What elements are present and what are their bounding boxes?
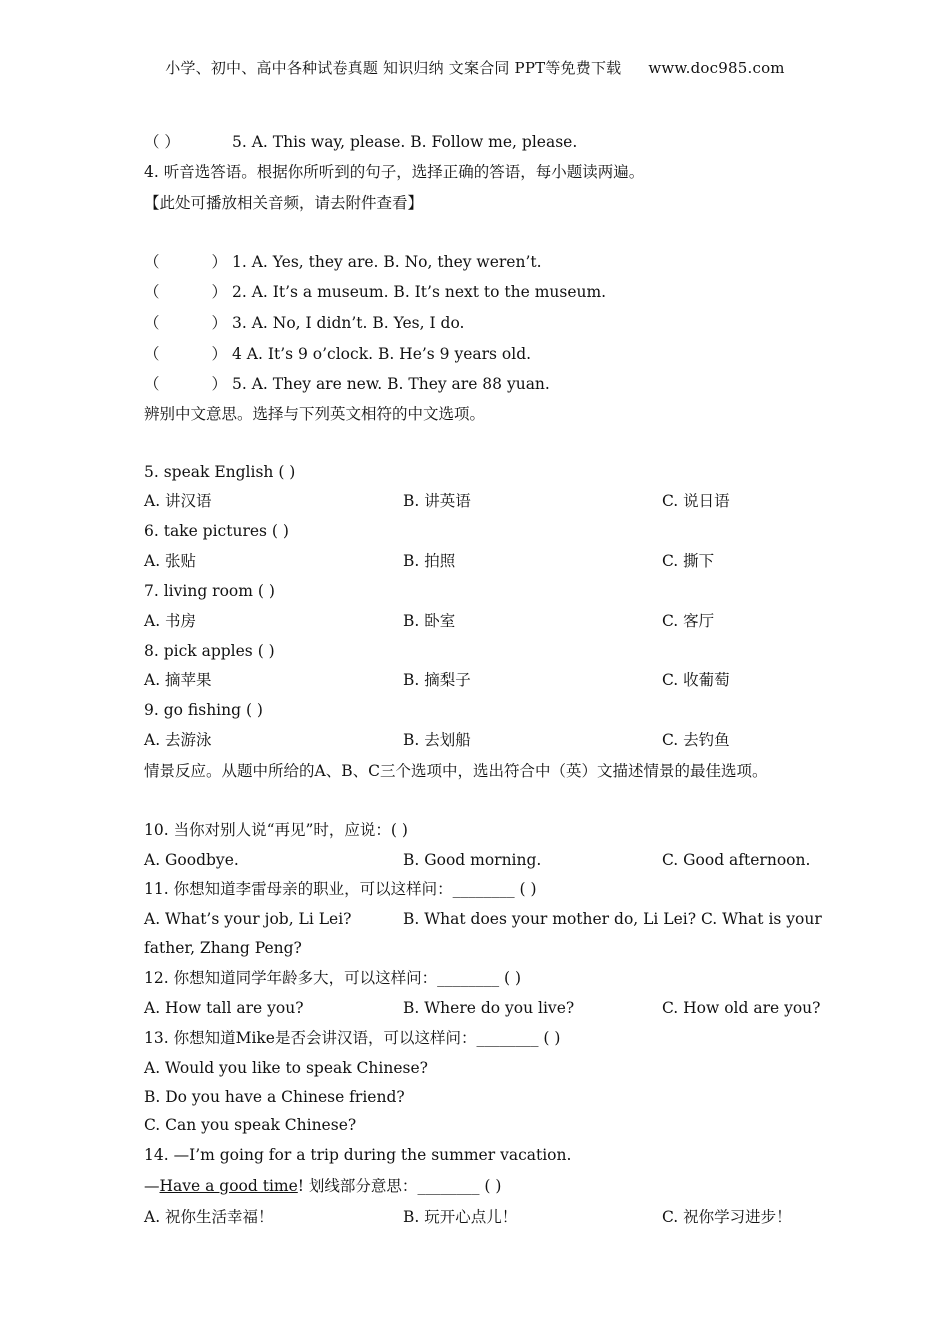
option-b: B. Where do you live? bbox=[403, 999, 575, 1017]
s4-item-text: 3. A. No, I didn’t. B. Yes, I do. bbox=[232, 314, 465, 332]
question: 5. speak English ( ) bbox=[144, 463, 296, 481]
question: 8. pick apples ( ) bbox=[144, 642, 275, 660]
s4-instruction: 4. 听音选答语。根据你所听到的句子，选择正确的答语，每小题读两遍。 bbox=[144, 163, 645, 181]
page-header bbox=[0, 57, 950, 78]
underlined-phrase: Have a good time bbox=[159, 1177, 298, 1195]
reply-rest: ! 划线部分意思：________ ( ) bbox=[297, 1177, 502, 1195]
option-a: A. 去游泳 bbox=[144, 731, 212, 749]
option-a: A. 摘苹果 bbox=[144, 671, 212, 689]
option-c: C. 说日语 bbox=[662, 492, 730, 510]
answer-paren: （ ） bbox=[144, 253, 228, 271]
option-b: B. 摘梨子 bbox=[403, 671, 471, 689]
option-c: C. 祝你学习进步！ bbox=[662, 1208, 792, 1226]
answer-paren: （ ） bbox=[144, 314, 228, 332]
option-a: A. 张贴 bbox=[144, 552, 197, 570]
s4-item bbox=[144, 344, 531, 364]
s4-item-text: 4 A. It’s 9 o’clock. B. He’s 9 years old. bbox=[232, 345, 532, 363]
option-b: B. 卧室 bbox=[403, 612, 456, 630]
option-c: C. Can you speak Chinese? bbox=[144, 1116, 357, 1134]
option-a: A. What’s your job, Li Lei? bbox=[144, 910, 352, 928]
situation-instruction: 情景反应。从题中所给的A、B、C三个选项中，选出符合中（英）文描述情景的最佳选项。 bbox=[144, 762, 768, 780]
option-c: C. 撕下 bbox=[662, 552, 715, 570]
question-11: 11. 你想知道李雷母亲的职业，可以这样问：________ ( ) bbox=[144, 880, 537, 898]
question-14: 14. —I’m going for a trip during the summer vacation. bbox=[144, 1146, 572, 1164]
s4-item bbox=[144, 313, 464, 333]
s4-item bbox=[144, 282, 606, 302]
option-a: A. 讲汉语 bbox=[144, 492, 212, 510]
s4-item-text: 2. A. It’s a museum. B. It’s next to the museum. bbox=[232, 283, 607, 301]
option-b: B. 去划船 bbox=[403, 731, 471, 749]
s3-item-5 bbox=[144, 132, 577, 152]
meaning-instruction: 辨别中文意思。选择与下列英文相符的中文选项。 bbox=[144, 405, 486, 423]
option-b: B. 拍照 bbox=[403, 552, 456, 570]
dash: — bbox=[144, 1177, 160, 1195]
answer-paren: （ ） bbox=[144, 375, 228, 393]
option-b: B. What does your mother do, Li Lei? C. What is your bbox=[403, 910, 822, 928]
option-a: A. How tall are you? bbox=[144, 999, 304, 1017]
option-c: C. 去钓鱼 bbox=[662, 731, 730, 749]
answer-paren: （ ） bbox=[144, 345, 228, 363]
question-12: 12. 你想知道同学年龄多大，可以这样问：________ ( ) bbox=[144, 969, 522, 987]
header-text: 小学、初中、高中各种试卷真题 知识归纳 文案合同 PPT等免费下载 bbox=[165, 59, 622, 77]
s4-item bbox=[144, 374, 550, 394]
option-c: C. 客厅 bbox=[662, 612, 715, 630]
question-10: 10. 当你对别人说“再见”时，应说：( ) bbox=[144, 821, 408, 839]
audio-note: 【此处可播放相关音频，请去附件查看】 bbox=[144, 194, 424, 212]
option-c: C. Good afternoon. bbox=[662, 851, 811, 869]
s4-item bbox=[144, 252, 542, 272]
answer-paren: （ ） bbox=[144, 133, 180, 151]
s3-item-5-text: 5. A. This way, please. B. Follow me, please. bbox=[232, 133, 578, 151]
option-b: B. 讲英语 bbox=[403, 492, 471, 510]
option-a: A. 书房 bbox=[144, 612, 197, 630]
option-c: C. How old are you? bbox=[662, 999, 821, 1017]
option-a: A. Would you like to speak Chinese? bbox=[144, 1059, 428, 1077]
s4-item-text: 1. A. Yes, they are. B. No, they weren’t. bbox=[232, 253, 542, 271]
option-b: B. Good morning. bbox=[403, 851, 542, 869]
question-13: 13. 你想知道Mike是否会讲汉语，可以这样问：________ ( ) bbox=[144, 1029, 561, 1047]
option-c: C. 收葡萄 bbox=[662, 671, 730, 689]
s4-item-text: 5. A. They are new. B. They are 88 yuan. bbox=[232, 375, 550, 393]
header-url: www.doc985.com bbox=[648, 59, 785, 77]
question: 6. take pictures ( ) bbox=[144, 522, 289, 540]
answer-paren: （ ） bbox=[144, 283, 228, 301]
option-a: A. 祝你生活幸福！ bbox=[144, 1208, 274, 1226]
question-14-reply bbox=[144, 1176, 501, 1196]
question: 7. living room ( ) bbox=[144, 582, 275, 600]
question: 9. go fishing ( ) bbox=[144, 701, 263, 719]
option-c-continued: father, Zhang Peng? bbox=[144, 939, 302, 957]
option-a: A. Goodbye. bbox=[144, 851, 239, 869]
option-b: B. Do you have a Chinese friend? bbox=[144, 1088, 405, 1106]
option-b: B. 玩开心点儿！ bbox=[403, 1208, 518, 1226]
